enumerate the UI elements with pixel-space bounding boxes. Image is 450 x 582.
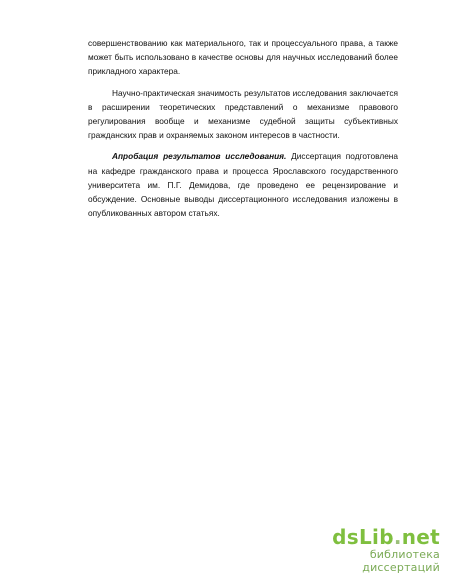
- paragraph-3-text: Диссертация подготовлена на кафедре гражданского права и процесса Ярославского государственного университета им. П.Г. Демидова, где проведено ее рецензирование и обсуждение. Основные выводы диссертационного исследования изложены в опубликованных автором статьях.: [88, 151, 398, 219]
- paragraph-1: [88, 36, 398, 79]
- paragraph-2: [88, 86, 398, 143]
- logo-part-ds: ds: [332, 525, 359, 549]
- logo-part-dot: .: [393, 525, 402, 549]
- logo-part-net: net: [401, 525, 440, 549]
- paragraph-3: [88, 149, 398, 220]
- logo-part-lib: Lib: [359, 525, 394, 549]
- paragraph-3-heading: Апробация результатов исследования.: [112, 151, 287, 162]
- document-body: [88, 36, 398, 227]
- watermark-caption: библиотека диссертаций: [362, 548, 440, 574]
- paragraph-1-text: совершенствованию как материального, так и процессуального права, а также может быть использовано в качестве основы для научных исследований более прикладного характера.: [88, 38, 398, 77]
- dslib-watermark: [290, 526, 440, 574]
- dslib-logo: [290, 526, 440, 548]
- paragraph-2-text: Научно-практическая значимость результатов исследования заключается в расширении теоретических представлений о механизме правового регулирования вообще и механизме судебной защиты субъективных гражданских прав и охраняемых законом интересов в частности.: [88, 87, 398, 141]
